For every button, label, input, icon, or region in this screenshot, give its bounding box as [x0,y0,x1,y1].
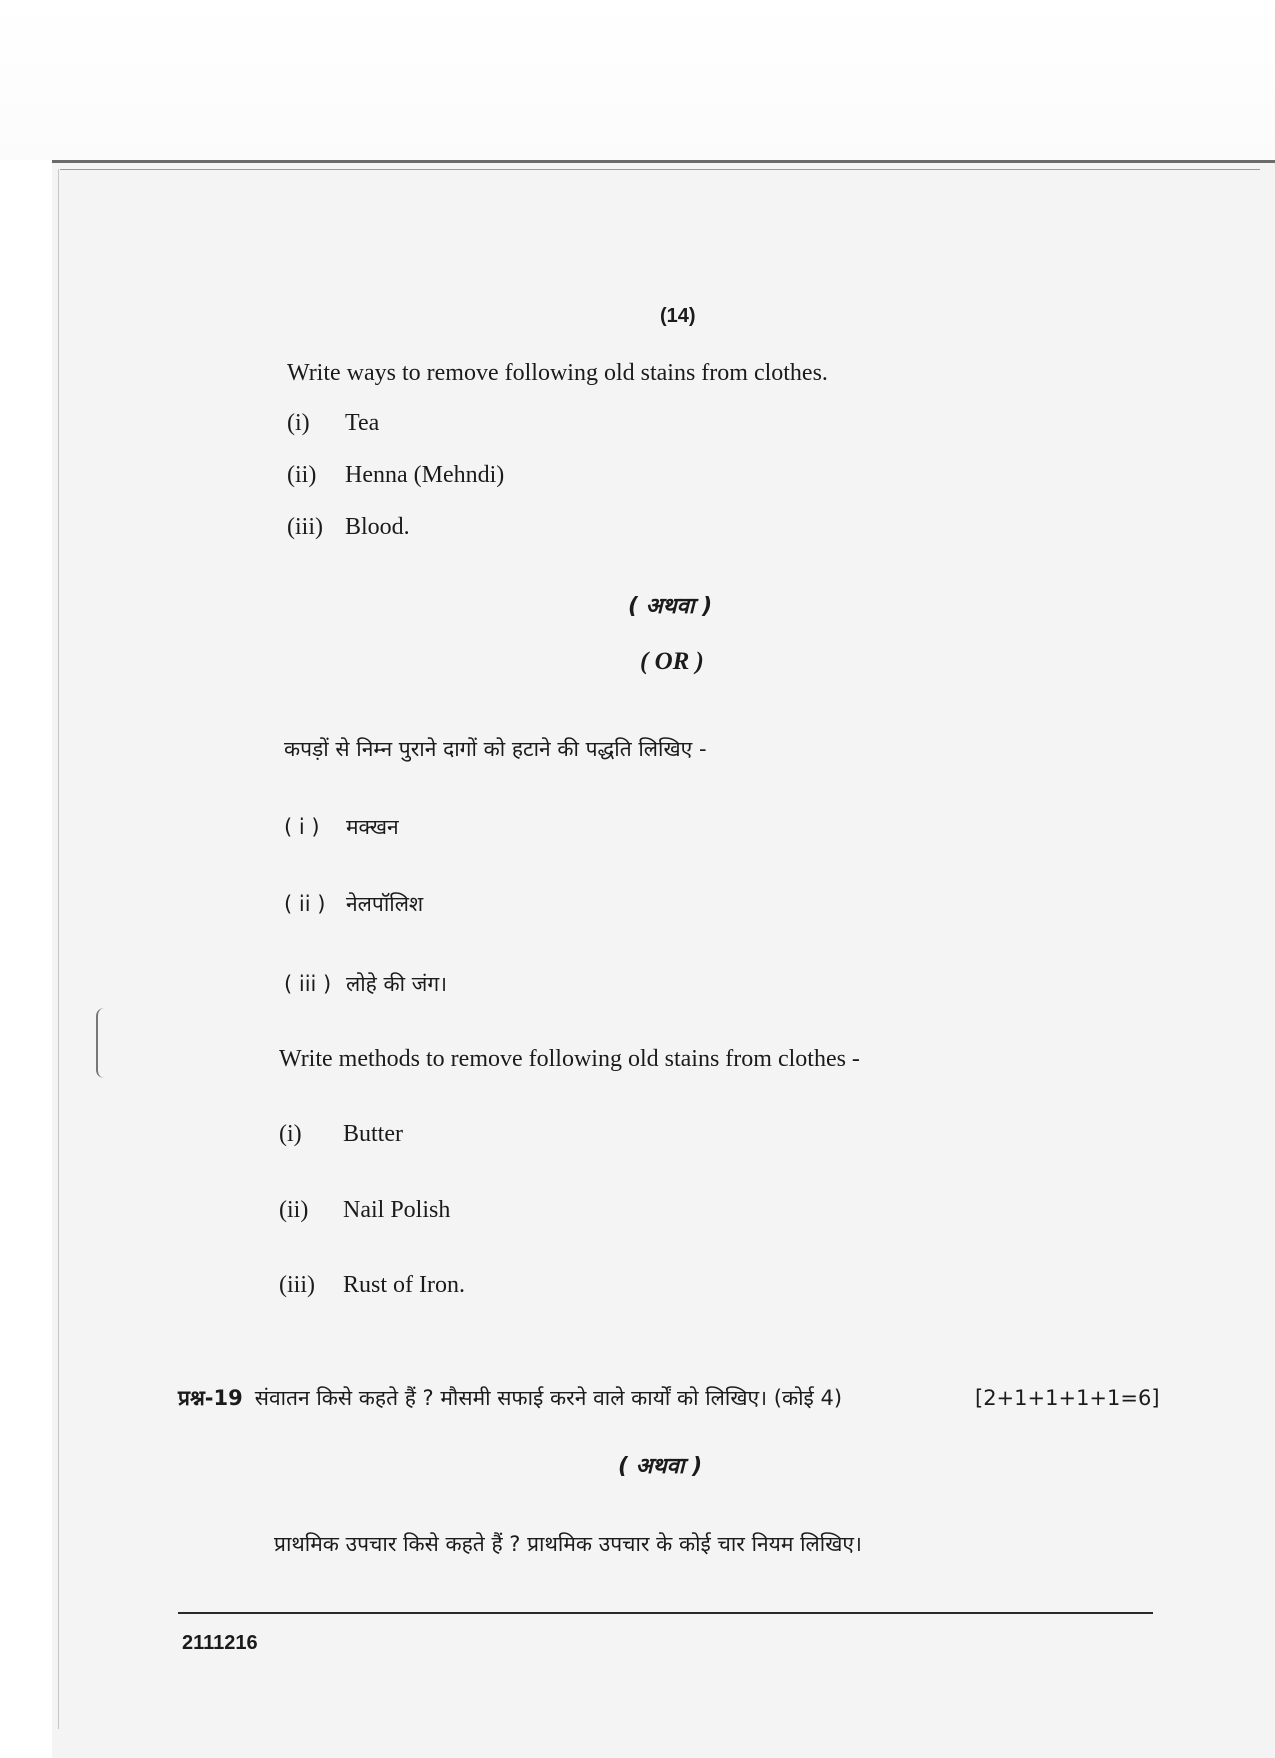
q19-text: संवातन किसे कहते हैं ? मौसमी सफाई करने वाले कार्यों को लिखिए। (कोई 4) [254,1386,843,1410]
margin-pencil-mark [96,1008,108,1078]
q18-alt-intro-en: Write methods to remove following old stains from clothes - [279,1046,860,1072]
item-text: लोहे की जंग। [346,972,448,996]
q18-intro-hi: कपड़ों से निम्न पुराने दागों को हटाने की पद्धति लिखिए - [284,737,707,761]
item-number: ( ii ) [284,892,326,916]
item-number: (iii) [287,514,323,540]
q18-alt-item-2 [279,1197,450,1224]
q18-alt-item-1 [279,1121,403,1148]
item-text: Tea [345,410,380,436]
item-number: (ii) [279,1197,309,1223]
item-number: ( i ) [284,815,320,839]
q18-alt-item-3 [279,1272,465,1299]
q19-alt-text: प्राथमिक उपचार किसे कहते हैं ? प्राथमिक उपचार के कोई चार नियम लिखिए। [274,1532,862,1556]
or-label-hindi: ( अथवा ) [628,594,713,619]
item-text: मक्खन [346,815,399,839]
item-number: (ii) [287,462,317,488]
item-number: (i) [287,410,310,436]
q18-hi-item-3 [284,970,447,998]
item-text: Henna (Mehndi) [345,462,505,488]
page-number: (14) [660,305,696,327]
item-text: नेलपॉलिश [346,892,424,916]
footer-rule [178,1612,1153,1614]
left-border-line [58,169,59,1729]
q18-item-1 [287,410,379,437]
item-text: Nail Polish [343,1197,451,1223]
question-number: प्रश्न-19 [178,1386,243,1410]
paper-code: 2111216 [182,1632,258,1654]
item-number: (iii) [279,1272,315,1298]
item-text: Butter [343,1121,403,1147]
item-text: Blood. [345,514,410,540]
q18-item-2 [287,462,504,489]
q18-intro-en: Write ways to remove following old stains from clothes. [287,360,828,386]
scan-background [0,0,1275,160]
exam-page [52,160,1275,1758]
q18-item-3 [287,514,410,541]
item-text: Rust of Iron. [343,1272,465,1298]
q18-hi-item-2 [284,890,423,918]
q18-hi-item-1 [284,813,399,841]
q19-line [178,1384,842,1412]
top-border-line [60,169,1260,170]
q19-marks: [2+1+1+1+1=6] [975,1386,1160,1410]
item-number: ( iii ) [284,972,332,996]
or-label-english: ( OR ) [640,648,704,675]
item-number: (i) [279,1121,302,1147]
q19-or-label: ( अथवा ) [618,1454,703,1479]
